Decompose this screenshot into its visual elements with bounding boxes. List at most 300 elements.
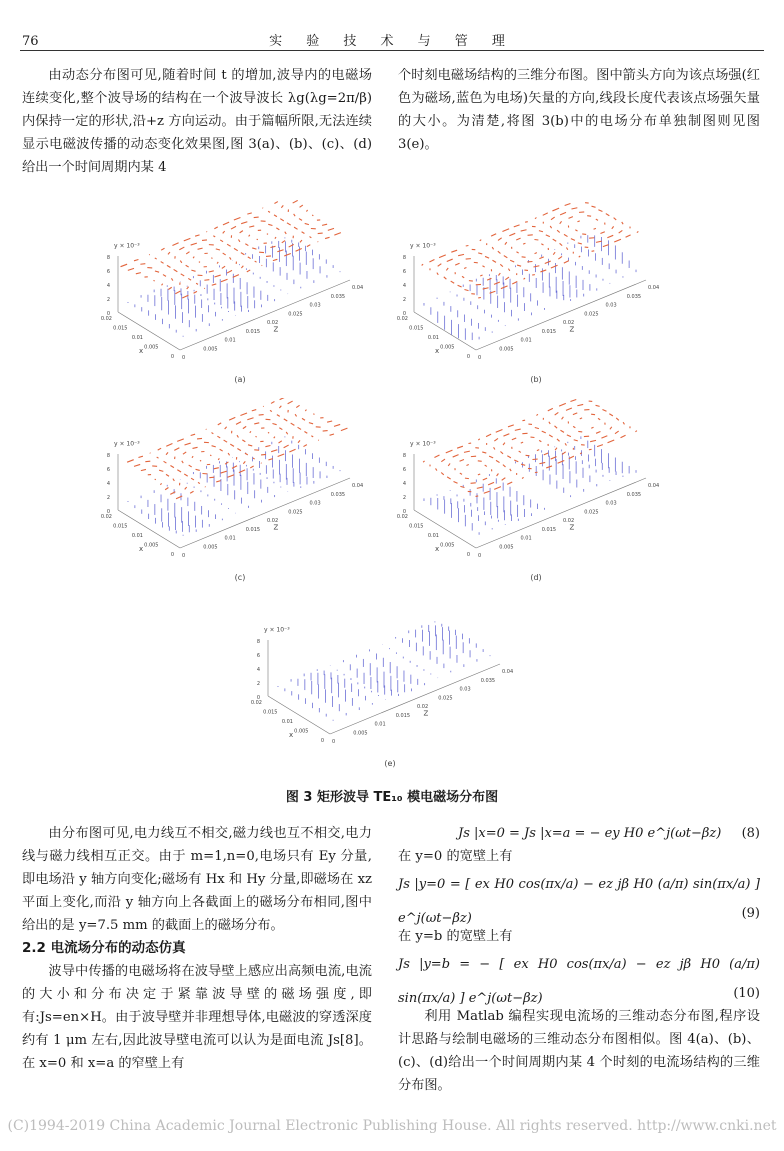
y-tick-label: 4 <box>106 481 110 487</box>
magnetic-field-vector <box>273 259 277 260</box>
equation-text: Js |x=0 = Js |x=a = − ey H0 e^j(ωt−βz) <box>458 826 722 841</box>
paragraph: 个时刻电磁场结构的三维分布图。图中箭头方向为该点场强(红色为磁场,蓝色为电场)矢量的方向,线段长度代表该点场强矢量的大小。为清楚,将图 3(b)中的电场分布单独制图则见图 3(e)。 <box>398 68 760 152</box>
magnetic-field-vector <box>216 249 220 250</box>
magnetic-field-vector <box>220 240 223 242</box>
magnetic-field-vector <box>574 440 578 441</box>
magnetic-field-vector <box>457 446 463 448</box>
magnetic-field-vector <box>157 457 159 458</box>
magnetic-field-vector <box>165 488 168 490</box>
magnetic-field-vector <box>227 270 232 273</box>
x-axis-label: x <box>139 347 144 355</box>
magnetic-field-vector <box>571 239 575 241</box>
x-tick-label: 0.02 <box>100 514 112 520</box>
y-tick-label: 4 <box>106 283 110 289</box>
x-tick-label: 0.01 <box>427 335 439 341</box>
x-axis-label: x <box>139 545 144 553</box>
magnetic-field-vector <box>241 222 247 224</box>
magnetic-field-vector <box>238 240 239 242</box>
magnetic-field-vector <box>555 426 558 428</box>
magnetic-field-vector <box>566 248 567 250</box>
magnetic-field-vector <box>276 228 279 230</box>
magnetic-field-vector <box>199 262 200 263</box>
magnetic-field-vector <box>311 436 313 437</box>
magnetic-field-vector <box>596 241 602 242</box>
header-rule <box>20 50 764 51</box>
magnetic-field-vector <box>247 270 250 272</box>
magnetic-field-vector <box>248 445 252 446</box>
magnetic-field-vector <box>519 451 521 452</box>
magnetic-field-vector <box>304 432 307 434</box>
magnetic-field-vector <box>287 223 291 225</box>
z-tick-label: 0 <box>182 553 186 559</box>
x-tick-label: 0.005 <box>144 542 159 549</box>
magnetic-field-vector <box>437 273 438 275</box>
magnetic-field-vector <box>535 428 539 429</box>
z-tick-label: 0.01 <box>224 337 236 344</box>
z-tick-label: 0.035 <box>480 677 496 684</box>
magnetic-field-vector <box>594 228 596 229</box>
magnetic-field-vector <box>557 230 560 232</box>
magnetic-field-vector <box>212 446 216 447</box>
magnetic-field-vector <box>590 440 596 441</box>
magnetic-field-vector <box>570 400 576 402</box>
y-tick-label: 2 <box>106 297 110 303</box>
magnetic-field-vector <box>553 239 557 241</box>
magnetic-field-vector <box>555 412 559 415</box>
z-tick-label: 0.015 <box>395 712 411 719</box>
paragraph: 由分布图可见,电力线互不相交,磁力线也互不相交,电力线与磁力线相互正交。由于 m=1,n=0,电场只有 Ey 分量,即电场沿 y 轴方向变化;磁场有 Hx 和 Hy 分量,即磁场在 xz 平面上变化,而沿 y 轴方向上各截面上的磁场分布相同,图中给出的是 y=7.5 mm 的截面上的磁场分布。 <box>22 826 372 933</box>
magnetic-field-vector <box>222 266 225 268</box>
z-axis-label: Z <box>569 325 575 334</box>
y-tick-label: 0 <box>106 311 110 317</box>
magnetic-field-vector <box>446 450 453 453</box>
magnetic-field-vector <box>254 423 259 424</box>
magnetic-field-vector <box>209 477 214 478</box>
magnetic-field-vector <box>166 444 172 447</box>
magnetic-field-vector <box>294 214 295 216</box>
magnetic-field-vector <box>596 405 600 406</box>
equation-number: (10) <box>733 986 760 1001</box>
magnetic-field-vector <box>173 479 174 481</box>
magnetic-field-vector <box>464 290 468 291</box>
z-axis <box>476 478 646 551</box>
x-tick-label: 0 <box>320 738 324 744</box>
magnetic-field-vector <box>186 252 189 254</box>
magnetic-field-vector <box>191 434 195 435</box>
magnetic-field-vector <box>252 248 256 249</box>
figure-panel-a <box>100 200 380 390</box>
magnetic-field-vector <box>448 463 450 465</box>
magnetic-field-vector <box>458 285 462 287</box>
magnetic-field-vector <box>223 253 226 255</box>
magnetic-field-vector <box>334 233 341 236</box>
x-axis-label: x <box>435 545 440 553</box>
magnetic-field-vector <box>477 487 483 488</box>
magnetic-field-vector <box>212 284 216 285</box>
magnetic-field-vector <box>306 210 307 212</box>
magnetic-field-vector <box>454 482 458 484</box>
magnetic-field-vector <box>280 398 286 400</box>
magnetic-field-vector <box>160 483 161 485</box>
z-tick-label: 0.03 <box>605 302 617 309</box>
magnetic-field-vector <box>138 456 142 457</box>
magnetic-field-vector <box>193 257 194 259</box>
magnetic-field-vector <box>249 235 250 237</box>
magnetic-field-vector <box>236 422 241 425</box>
magnetic-field-vector <box>560 221 562 223</box>
z-tick-label: 0.025 <box>288 509 303 516</box>
magnetic-field-vector <box>438 264 442 267</box>
magnetic-field-vector <box>535 218 536 219</box>
magnetic-field-vector <box>167 265 170 267</box>
z-tick-label: 0.01 <box>224 535 236 542</box>
magnetic-field-vector <box>184 443 190 445</box>
magnetic-field-vector <box>182 461 183 463</box>
z-axis <box>330 664 500 737</box>
magnetic-field-vector <box>487 278 491 280</box>
y-tick-label: 0 <box>402 509 406 515</box>
z-tick-label: 0.035 <box>626 293 642 300</box>
magnetic-field-vector <box>515 429 521 430</box>
x-axis-label: x <box>289 731 294 739</box>
magnetic-field-vector <box>194 291 197 293</box>
y-tick-label: 8 <box>402 255 406 261</box>
magnetic-field-vector <box>480 240 481 241</box>
magnetic-field-vector <box>489 456 493 458</box>
magnetic-field-vector <box>227 244 230 246</box>
magnetic-field-vector <box>325 237 329 238</box>
x-tick-label: 0.005 <box>440 542 455 549</box>
magnetic-field-vector <box>545 261 551 263</box>
magnetic-field-vector <box>503 434 509 436</box>
y-tick-label: 2 <box>106 495 110 501</box>
magnetic-field-vector <box>564 234 568 236</box>
y-tick-label: 8 <box>402 453 406 459</box>
magnetic-field-vector <box>294 227 297 229</box>
magnetic-field-vector <box>196 469 200 470</box>
magnetic-field-vector <box>271 450 277 452</box>
magnetic-field-vector <box>540 270 546 272</box>
magnetic-field-vector <box>193 447 198 448</box>
x-tick-label: 0.005 <box>294 728 309 735</box>
magnetic-field-vector <box>223 222 229 225</box>
magnetic-field-vector <box>505 242 507 244</box>
magnetic-field-vector <box>533 266 539 267</box>
equation-text: Js |y=0 = [ ex H0 cos(πx/a) − ez jβ H0 (a/π) sin(πx/a) ] e^j(ωt−βz) <box>398 877 760 926</box>
magnetic-field-vector <box>225 427 227 429</box>
magnetic-field-vector <box>460 486 464 487</box>
magnetic-field-vector <box>231 226 236 229</box>
magnetic-field-vector <box>482 452 486 453</box>
x-tick-label: 0.005 <box>144 344 159 351</box>
magnetic-field-vector <box>217 436 220 438</box>
section-heading: 2.2 电流场分布的动态仿真 <box>22 940 186 956</box>
magnetic-field-vector <box>214 227 217 229</box>
x-tick-label: 0.02 <box>100 316 112 322</box>
z-tick-label: 0.02 <box>563 518 575 524</box>
magnetic-field-vector <box>327 421 332 422</box>
right-column-bottom <box>398 822 760 1097</box>
magnetic-field-vector <box>228 475 235 478</box>
magnetic-field-vector <box>464 451 470 452</box>
magnetic-field-vector <box>214 275 220 277</box>
z-tick-label: 0.015 <box>541 526 557 533</box>
z-tick-label: 0.02 <box>267 518 279 524</box>
magnetic-field-vector <box>254 217 259 218</box>
magnetic-field-vector <box>577 221 579 222</box>
magnetic-field-vector <box>298 427 301 429</box>
magnetic-field-vector <box>557 439 560 441</box>
magnetic-field-vector <box>608 440 615 443</box>
magnetic-field-vector <box>510 260 514 262</box>
magnetic-field-vector <box>185 487 187 489</box>
magnetic-field-vector <box>553 252 555 254</box>
magnetic-field-vector <box>309 237 311 238</box>
magnetic-field-vector <box>198 248 203 249</box>
magnetic-field-vector <box>190 491 193 493</box>
magnetic-field-vector <box>196 283 198 284</box>
magnetic-field-vector <box>509 233 515 235</box>
right-column-top <box>398 64 760 156</box>
magnetic-field-vector <box>559 403 566 406</box>
z-axis-label: Z <box>423 709 429 718</box>
magnetic-field-vector <box>536 414 537 415</box>
copyright-footer: (C)1994-2019 China Academic Journal Electronic Publishing House. All rights reserved. http://www.cnki.net <box>7 1118 777 1134</box>
magnetic-field-vector <box>268 211 270 212</box>
y-axis-label: y × 10⁻³ <box>410 242 436 250</box>
magnetic-field-vector <box>284 445 289 448</box>
z-tick-label: 0.03 <box>459 686 471 693</box>
magnetic-field-vector <box>423 461 424 462</box>
magnetic-field-vector <box>614 218 617 220</box>
magnetic-field-vector <box>171 278 172 280</box>
magnetic-field-vector <box>288 401 293 404</box>
magnetic-field-vector <box>291 423 295 425</box>
page-number: 76 <box>22 34 39 49</box>
magnetic-field-vector <box>305 223 309 224</box>
magnetic-field-vector <box>498 251 501 253</box>
equation-number: (9) <box>741 906 760 921</box>
y-tick-label: 6 <box>106 467 110 473</box>
magnetic-field-vector <box>197 438 202 439</box>
magnetic-field-vector <box>434 455 439 457</box>
y-tick-label: 0 <box>402 311 406 317</box>
magnetic-field-vector <box>289 244 294 247</box>
magnetic-field-vector <box>580 418 582 419</box>
magnetic-field-vector <box>573 426 575 427</box>
magnetic-field-vector <box>280 219 283 221</box>
figure-panel-e <box>250 584 530 776</box>
text-line: 在 y=0 的宽壁上有 <box>398 849 513 864</box>
magnetic-field-vector <box>562 417 564 419</box>
magnetic-field-vector <box>209 271 214 272</box>
magnetic-field-vector <box>451 281 455 283</box>
magnetic-field-vector <box>548 408 553 410</box>
magnetic-field-vector <box>218 458 219 460</box>
magnetic-field-vector <box>300 205 303 207</box>
y-tick-label: 0 <box>106 509 110 515</box>
magnetic-field-vector <box>612 226 614 228</box>
magnetic-field-vector <box>253 458 255 459</box>
magnetic-field-vector <box>551 265 558 268</box>
z-tick-label: 0.025 <box>438 695 453 702</box>
panel-label: (c) <box>234 573 246 582</box>
magnetic-field-vector <box>211 433 213 434</box>
z-tick-label: 0.015 <box>541 328 557 335</box>
magnetic-field-vector <box>245 244 248 246</box>
magnetic-field-vector <box>202 240 207 241</box>
z-axis <box>180 280 350 353</box>
magnetic-field-vector <box>155 258 157 259</box>
magnetic-field-vector <box>140 264 145 265</box>
magnetic-field-vector <box>606 214 610 216</box>
magnetic-field-vector <box>541 244 543 245</box>
magnetic-field-vector <box>277 415 280 417</box>
magnetic-field-vector <box>542 431 546 433</box>
magnetic-field-vector <box>622 222 623 224</box>
y-tick-label: 6 <box>402 269 406 275</box>
magnetic-field-vector <box>549 422 550 424</box>
magnetic-field-vector <box>507 482 512 484</box>
magnetic-field-vector <box>136 273 141 274</box>
magnetic-field-vector <box>172 243 178 246</box>
z-tick-label: 0.025 <box>288 311 303 318</box>
magnetic-field-vector <box>478 439 479 440</box>
magnetic-field-vector <box>265 446 270 447</box>
magnetic-field-vector <box>224 440 227 442</box>
z-tick-label: 0.02 <box>563 320 575 326</box>
magnetic-field-vector <box>328 228 334 230</box>
magnetic-field-vector <box>256 436 257 437</box>
z-tick-label: 0.04 <box>352 285 364 291</box>
magnetic-field-vector <box>281 205 283 207</box>
magnetic-field-vector <box>241 266 243 268</box>
magnetic-field-vector <box>213 236 215 237</box>
magnetic-field-vector <box>217 262 218 264</box>
magnetic-field-vector <box>240 413 247 416</box>
magnetic-field-vector <box>429 260 434 262</box>
paragraph: 波导中传播的电磁场将在波导壁上感应出高频电流,电流的大小和分布决定于紧靠波导壁的磁场强度,即有:Js=en×H。由于波导壁并非理想导体,电磁波的穿透深度约有 1 μm 左右,因此波导壁电流可以认为是面电流 Js[8]。在 x=0 和 x=a 的窄壁上有 <box>22 964 372 1071</box>
magnetic-field-vector <box>162 284 163 286</box>
magnetic-field-vector <box>155 271 159 272</box>
x-tick-label: 0.005 <box>440 344 455 351</box>
z-axis-label: Z <box>273 325 279 334</box>
y-tick-label: 8 <box>256 639 260 645</box>
magnetic-field-vector <box>191 478 194 480</box>
equation-text: Js |y=b = − [ ex H0 cos(πx/a) − ez jβ H0 (a/π) sin(πx/a) ] e^j(ωt−βz) <box>398 957 760 1006</box>
x-tick-label: 0 <box>170 552 174 558</box>
magnetic-field-vector <box>494 447 495 449</box>
z-tick-label: 0.02 <box>267 320 279 326</box>
z-tick-label: 0.015 <box>245 526 261 533</box>
z-tick-label: 0.005 <box>203 544 218 551</box>
x-tick-label: 0.02 <box>250 700 262 706</box>
magnetic-field-vector <box>279 441 282 443</box>
magnetic-field-vector <box>295 414 296 416</box>
magnetic-field-vector <box>514 460 518 462</box>
text-line: 在 y=b 的宽壁上有 <box>398 929 513 944</box>
magnetic-field-vector <box>274 202 277 204</box>
magnetic-field-vector <box>296 249 302 252</box>
magnetic-field-vector <box>491 234 496 236</box>
magnetic-field-vector <box>247 418 253 420</box>
magnetic-field-vector <box>277 250 283 252</box>
magnetic-field-vector <box>255 261 257 262</box>
figure-panel-c <box>100 398 380 588</box>
magnetic-field-vector <box>614 239 621 242</box>
magnetic-field-vector <box>192 456 193 458</box>
magnetic-field-vector <box>298 440 300 442</box>
z-tick-label: 0.02 <box>417 704 429 710</box>
magnetic-field-vector <box>569 456 574 458</box>
z-tick-label: 0.04 <box>648 483 660 489</box>
magnetic-field-vector <box>447 259 453 261</box>
magnetic-field-vector <box>485 256 489 258</box>
magnetic-field-vector <box>134 260 138 261</box>
magnetic-field-vector <box>503 443 505 445</box>
z-tick-label: 0.015 <box>245 328 261 335</box>
magnetic-field-vector <box>610 427 612 429</box>
y-tick-label: 8 <box>106 453 110 459</box>
z-tick-label: 0.04 <box>648 285 660 291</box>
magnetic-field-vector <box>521 442 523 443</box>
panel-label: (e) <box>384 759 396 768</box>
magnetic-field-vector <box>158 448 161 450</box>
magnetic-field-vector <box>300 240 302 242</box>
magnetic-field-vector <box>249 226 254 227</box>
magnetic-field-vector <box>523 243 525 244</box>
magnetic-field-vector <box>191 270 195 271</box>
magnetic-field-vector <box>243 426 246 428</box>
magnetic-field-vector <box>299 219 302 221</box>
magnetic-field-vector <box>446 268 448 270</box>
magnetic-field-vector <box>522 477 523 478</box>
magnetic-field-vector <box>274 437 275 439</box>
magnetic-field-vector <box>560 212 566 214</box>
z-tick-label: 0 <box>332 739 336 745</box>
magnetic-field-vector <box>170 466 173 468</box>
panel-label: (d) <box>530 573 542 582</box>
magnetic-field-vector <box>555 448 557 450</box>
magnetic-field-vector <box>270 246 275 247</box>
magnetic-field-vector <box>483 478 487 480</box>
magnetic-field-vector <box>127 460 134 463</box>
magnetic-field-vector <box>278 454 285 457</box>
magnetic-field-vector <box>516 252 518 253</box>
panel-label: (a) <box>234 375 246 384</box>
x-tick-label: 0.015 <box>113 523 128 530</box>
z-tick-label: 0.005 <box>499 544 514 551</box>
magnetic-field-vector <box>565 443 566 445</box>
magnetic-field-vector <box>482 266 484 267</box>
magnetic-field-vector <box>303 445 306 447</box>
magnetic-field-vector <box>145 461 150 462</box>
magnetic-field-vector <box>210 455 211 456</box>
magnetic-field-vector <box>220 449 223 451</box>
x-tick-label: 0.015 <box>113 325 128 332</box>
figure-panel-b <box>396 200 676 390</box>
magnetic-field-vector <box>166 474 169 476</box>
magnetic-field-vector <box>567 435 571 437</box>
magnetic-field-vector <box>245 453 248 455</box>
magnetic-field-vector <box>228 453 229 455</box>
magnetic-field-vector <box>323 431 328 432</box>
z-tick-label: 0.03 <box>605 500 617 507</box>
magnetic-field-vector <box>539 231 543 232</box>
magnetic-field-vector <box>552 208 559 211</box>
magnetic-field-vector <box>312 215 313 216</box>
magnetic-field-vector <box>507 456 511 458</box>
